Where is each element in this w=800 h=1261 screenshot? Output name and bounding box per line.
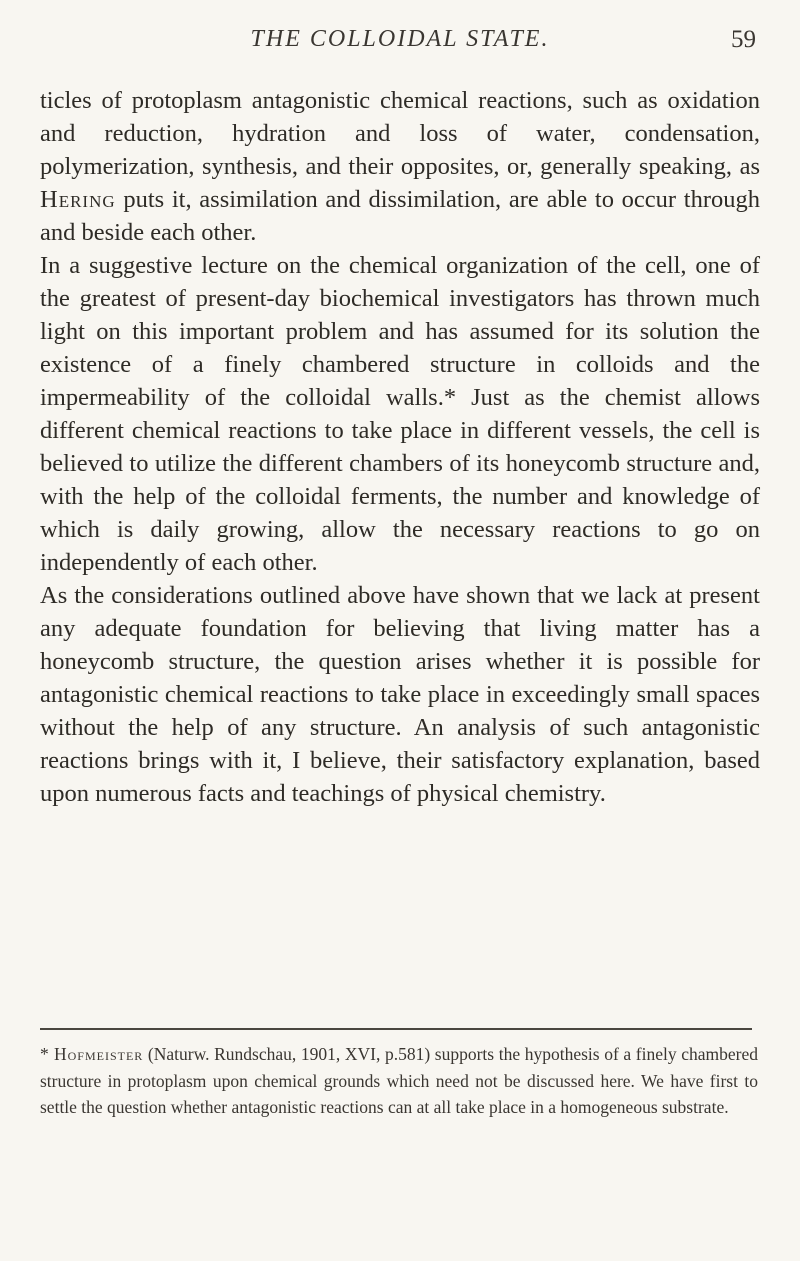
paragraph-1-text: ticles of protoplasm antagonistic chemical reactions, such as oxidation and reduction, hydration and loss of water, condensation, polymerization, synthesis, and their opposites, or, generally speaking, as [40, 87, 760, 180]
page-number: 59 [731, 26, 756, 53]
book-page [40, 0, 760, 1261]
body-text [40, 84, 760, 810]
paragraph-3: As the considerations outlined above have shown that we lack at present any adequate foundation for believing that living matter has a honeycomb structure, the question arises whether it is possible for antagonistic chemical reactions to take place in exceedingly small spaces without the help of any structure. An analysis of such antagonistic reactions brings with it, I believe, their satisfactory explanation, based upon numerous facts and teachings of physical chemistry. [40, 582, 760, 807]
footnote-author-name: Hofmeister [54, 1044, 144, 1064]
paragraph-1 [40, 84, 760, 249]
footnote [40, 1041, 758, 1121]
footnote-text: (Naturw. Rundschau, 1901, XVI, p.581) supports the hypothesis of a finely chambered structure in protoplasm upon chemical grounds which need not be discussed here. We have first to settle the question whether antagonistic reactions can at all take place in a homogeneous substrate. [40, 1044, 758, 1117]
author-name-hering: Hering [40, 186, 116, 213]
footnote-marker: * [40, 1044, 49, 1064]
footnote-divider [40, 1028, 752, 1030]
paragraph-2: In a suggestive lecture on the chemical organization of the cell, one of the greatest of present-day biochemical investigators has thrown much light on this important problem and has assumed for its solution the existence of a finely chambered structure in colloids and the impermeability of the colloidal walls.* Just as the chemist allows different chemical reactions to take place in different vessels, the cell is believed to utilize the different chambers of its honeycomb structure and, with the help of the colloidal ferments, the number and knowledge of which is daily growing, allow the necessary reactions to go on independently of each other. [40, 252, 760, 576]
running-title: THE COLLOIDAL STATE. [250, 26, 550, 52]
paragraph-1-text-end: puts it, assimilation and dissimilation, are able to occur through and beside each other. [40, 186, 760, 246]
running-head [40, 26, 760, 60]
